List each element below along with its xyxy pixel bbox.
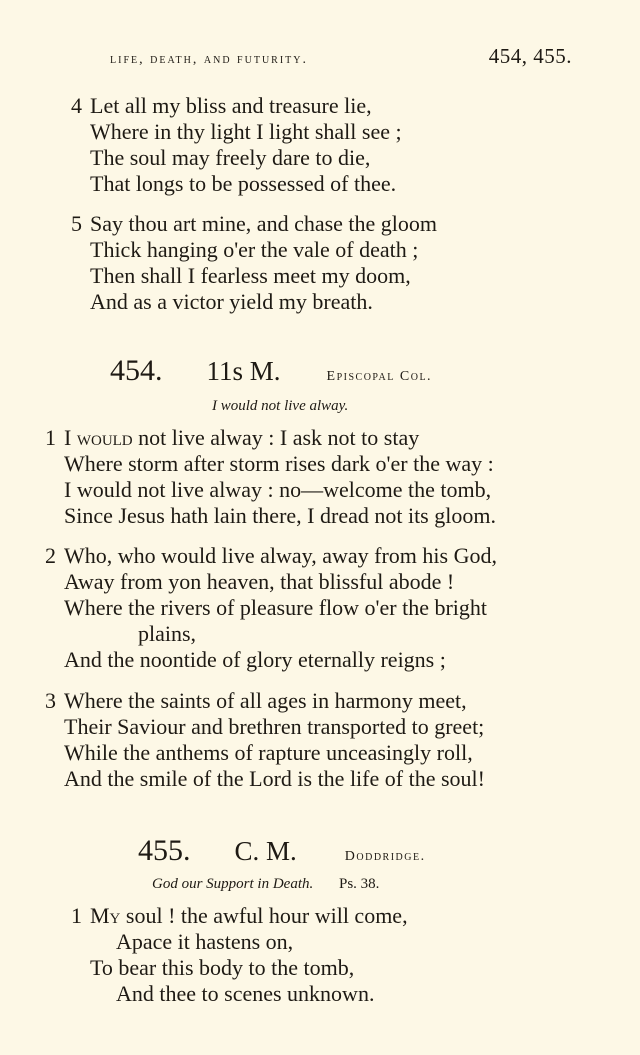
verse-line-turnover: plains, bbox=[138, 621, 197, 646]
verse-line: And as a victor yield my breath. bbox=[90, 289, 373, 314]
hymn-455-stanza-1 bbox=[71, 903, 408, 1007]
stanza-number: 2 bbox=[45, 543, 56, 568]
running-head-page-numbers: 454, 455. bbox=[488, 44, 572, 68]
verse-line-first bbox=[90, 903, 408, 929]
running-head bbox=[110, 44, 572, 69]
verse-line: Their Saviour and brethren transported to greet; bbox=[64, 714, 485, 739]
hymn-455-header bbox=[138, 834, 426, 868]
verse-line: Say thou art mine, and chase the gloom bbox=[90, 211, 438, 236]
prev-hymn-stanza-5 bbox=[71, 211, 438, 315]
stanza-number: 5 bbox=[71, 211, 82, 236]
verse-line: Where in thy light I light shall see ; bbox=[90, 119, 402, 144]
verse-line: And the noontide of glory eternally reigns ; bbox=[64, 647, 446, 672]
hymn-455-subtitle bbox=[152, 876, 379, 893]
verse-line: While the anthems of rapture unceasingly roll, bbox=[64, 740, 473, 765]
first-words-small-caps: I would bbox=[64, 425, 133, 450]
verse-line: Where the saints of all ages in harmony meet, bbox=[64, 688, 467, 713]
verse-line: Who, who would live alway, away from his God, bbox=[64, 543, 497, 568]
hymn-454-subtitle: I would not live alway. bbox=[212, 398, 349, 414]
hymn-454-header bbox=[110, 354, 432, 388]
hymn-454-stanza-2 bbox=[45, 543, 497, 673]
hymn-subtitle-text: God our Support in Death. bbox=[152, 876, 314, 892]
verse-line: That longs to be possessed of thee. bbox=[90, 171, 397, 196]
scripture-reference: Ps. 38. bbox=[339, 876, 380, 892]
first-words-small-caps: My bbox=[90, 903, 121, 928]
running-head-title: life, death, and futurity. bbox=[110, 52, 308, 67]
verse-line: To bear this body to the tomb, bbox=[90, 955, 355, 980]
stanza-number: 3 bbox=[45, 688, 56, 713]
verse-line: Away from yon heaven, that blissful abode ! bbox=[64, 569, 455, 594]
verse-line: Then shall I fearless meet my doom, bbox=[90, 263, 411, 288]
verse-line: And thee to scenes unknown. bbox=[116, 981, 375, 1006]
verse-line: Let all my bliss and treasure lie, bbox=[90, 93, 372, 118]
verse-line: Where storm after storm rises dark o'er the way : bbox=[64, 451, 494, 476]
verse-line: Since Jesus hath lain there, I dread not its gloom. bbox=[64, 503, 496, 528]
verse-line: Where the rivers of pleasure flow o'er the bright bbox=[64, 595, 488, 620]
hymn-number: 454. bbox=[110, 354, 163, 387]
hymn-author: Doddridge. bbox=[344, 849, 426, 864]
hymn-454-stanza-3 bbox=[45, 688, 485, 792]
first-line-rest: soul ! the awful hour will come, bbox=[120, 903, 408, 928]
verse-line: Thick hanging o'er the vale of death ; bbox=[90, 237, 419, 262]
verse-line: I would not live alway : no—welcome the tomb, bbox=[64, 477, 492, 502]
stanza-number: 1 bbox=[45, 425, 56, 450]
hymn-number: 455. bbox=[138, 834, 191, 867]
verse-line: The soul may freely dare to die, bbox=[90, 145, 371, 170]
stanza-number: 4 bbox=[71, 93, 82, 118]
stanza-number: 1 bbox=[71, 903, 82, 928]
hymn-meter: 11s M. bbox=[206, 356, 281, 386]
verse-line-first bbox=[64, 425, 496, 451]
verse-line: Apace it hastens on, bbox=[116, 929, 294, 954]
first-line-rest: not live alway : I ask not to stay bbox=[132, 425, 420, 450]
hymn-454-stanza-1 bbox=[45, 425, 496, 529]
hymn-author: Episcopal Col. bbox=[326, 369, 433, 384]
prev-hymn-stanza-4 bbox=[71, 93, 402, 197]
verse-line: And the smile of the Lord is the life of the soul! bbox=[64, 766, 485, 791]
hymn-meter: C. M. bbox=[234, 836, 297, 866]
